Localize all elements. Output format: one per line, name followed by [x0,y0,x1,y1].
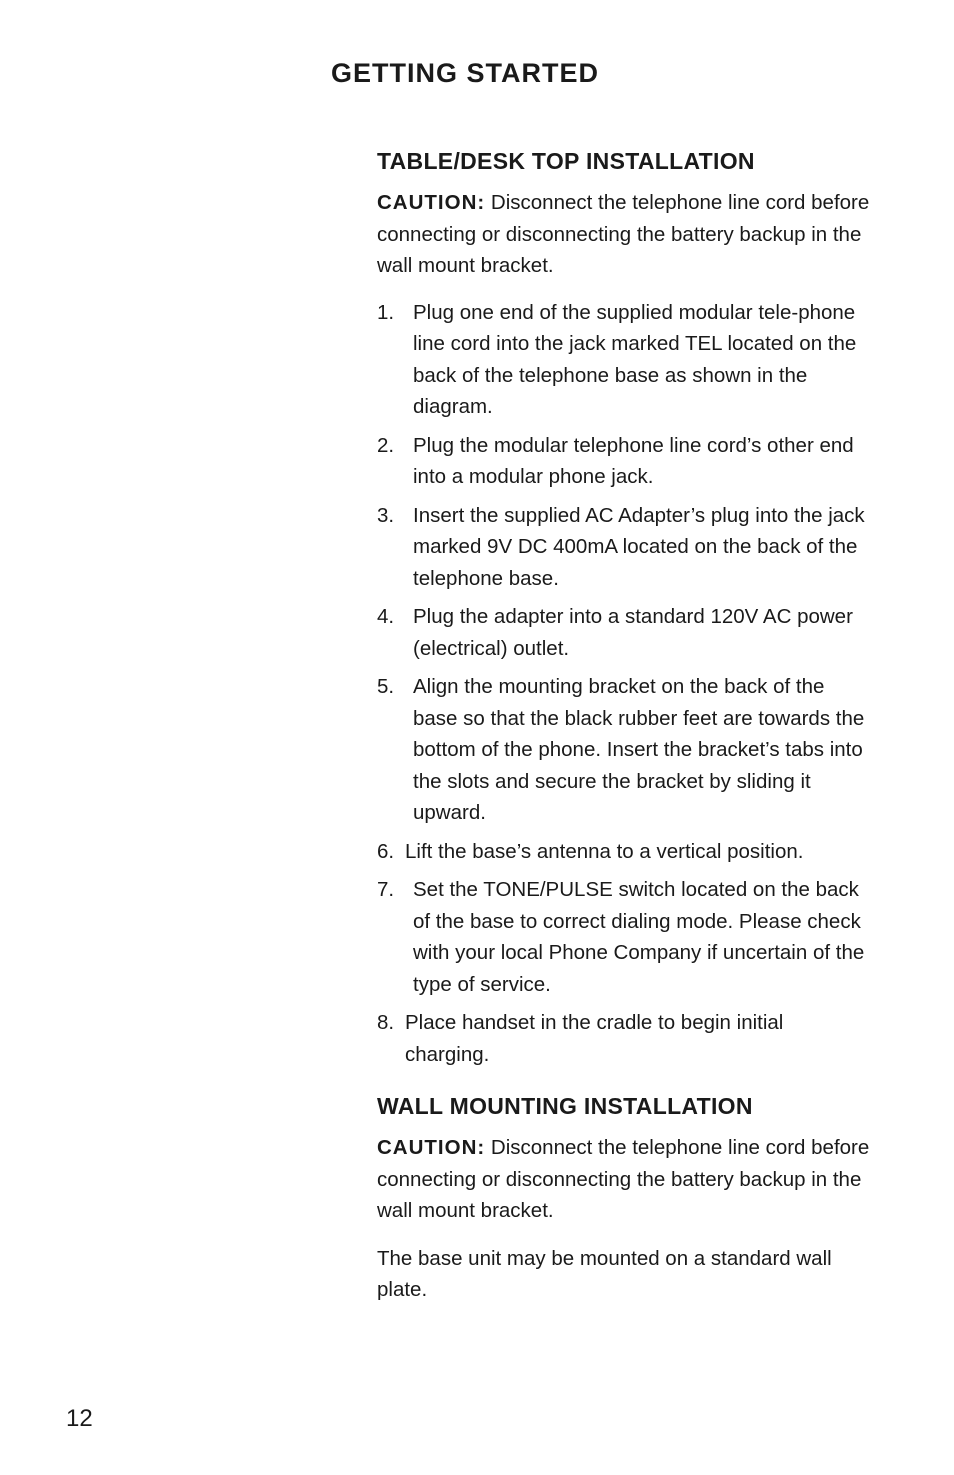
step-number: 3. [377,503,395,527]
list-item [377,430,872,493]
step-number: 1. [377,300,395,324]
list-item [377,874,872,1000]
step-number: 5. [377,675,395,698]
step-number: 7. [377,878,395,901]
step-text: Align the mounting bracket on the back of the base so that the black rubber feet are towards the bottom of the phone. Insert the bracket’s tabs into the slots and secure the bracket by sliding it upward. [413,675,865,824]
caution-text: Disconnect the telephone line cord before connecting or disconnecting the battery backup in the wall mount bracket. [377,191,870,277]
list-item [377,836,872,868]
wall-mounting-heading: WALL MOUNTING INSTALLATION [377,1093,753,1119]
wall-mounting-body: The base unit may be mounted on a standard wall plate. [377,1246,832,1301]
list-item [377,1007,872,1070]
step-number: 2. [377,433,395,457]
list-item [377,500,872,595]
step-number: 8. [377,1011,395,1034]
installation-steps-list [377,297,872,1071]
wall-mounting-section [377,1090,872,1306]
table-desk-top-section [377,145,872,1070]
table-caution-paragraph [377,187,872,282]
step-text: Plug the modular telephone line cord’s other end into a modular phone jack. [413,433,854,488]
wall-caution-paragraph [377,1132,872,1227]
step-text: Plug the adapter into a standard 120V AC power (electrical) outlet. [413,605,853,660]
page-title: GETTING STARTED [331,58,599,88]
step-text: Plug one end of the supplied modular tele-phone line cord into the jack marked TEL located on the back of the telephone base as shown in the diagram. [413,300,857,418]
main-content [377,145,872,1306]
step-number: 4. [377,605,395,628]
page-number: 12 [66,1405,93,1432]
caution-label: CAUTION: [377,1136,486,1159]
step-text: Set the TONE/PULSE switch located on the back of the base to correct dialing mode. Please check with your local Phone Company if uncertain of the type of service. [413,878,865,996]
caution-label: CAUTION: [377,191,486,214]
step-number: 6. [377,839,395,863]
table-desk-top-heading: TABLE/DESK TOP INSTALLATION [377,148,755,174]
caution-text: Disconnect the telephone line cord before connecting or disconnecting the battery backup in the wall mount bracket. [377,1136,870,1222]
step-text: Insert the supplied AC Adapter’s plug into the jack marked 9V DC 400mA located on the back of the telephone base. [413,503,865,590]
step-text: Lift the base’s antenna to a vertical position. [405,839,804,863]
list-item [377,671,872,829]
step-text: Place handset in the cradle to begin initial charging. [405,1011,784,1066]
list-item [377,601,872,664]
list-item [377,297,872,423]
